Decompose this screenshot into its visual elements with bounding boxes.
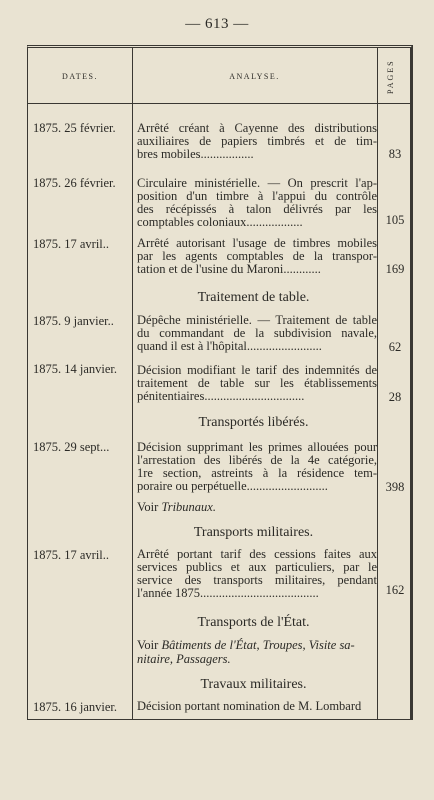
entry-date: 1875. 17 avril.. [33,237,110,251]
entry-line: Circulaire ministérielle. — On prescrit l'ap- [137,176,377,190]
entry-line: Décision modifiant le tarif des indemnités de [137,363,377,377]
page-reference: 169 [385,262,405,276]
see-also-reference: Bâtiments de l'État, Troupes, Visite sa- [161,638,355,652]
section-title: Transports de l'État. [197,615,310,630]
entry-line: Décision supprimant les primes allouées pour [137,440,377,454]
entry-line: pénitentiaires................................ [137,389,305,403]
entry-text [137,441,377,493]
see-also [137,638,377,666]
entry-line: Décision portant nomination de M. Lombard [137,699,362,713]
entry-line: Arrêté autorisant l'usage de timbres mobiles [137,236,377,250]
section-title: Transportés libérés. [198,415,309,430]
column-header-analyse: ANALYSE. [229,72,280,81]
entry-text [137,364,377,403]
header-rule [28,103,410,104]
entry-line: l'arrestation des libérés de la 4e catégorie, [137,453,377,467]
entry-line: l'année 1875...................................... [137,586,319,600]
entry-line: service des transports militaires, pendant [137,573,377,587]
entry-date: 1875. 17 avril.. [33,548,110,562]
see-also [137,500,377,514]
entry-date: 1875. 29 sept... [33,440,110,454]
section-title: Travaux militaires. [200,677,307,692]
see-also-prefix: Voir [137,638,159,652]
entry-line: des récépissés à talon délivrés par les [137,202,377,216]
section-title: Transports militaires. [193,525,314,540]
page-reference: 83 [388,147,402,161]
entry-text [137,177,377,229]
page-reference: 398 [385,480,405,494]
entry-date: 1875. 25 février. [33,121,116,135]
entry-text [137,122,377,161]
page-reference: 28 [388,390,402,404]
entry-line: auxiliaires de papiers timbrés et de tim- [137,134,377,148]
entry-line: quand il est à l'hôpital........................ [137,339,322,353]
entry-line: par les agents comptables de la transpor- [137,249,377,263]
entry-line: bres mobiles................. [137,147,254,161]
section-title: Traitement de table. [197,290,310,305]
entry-line: traitement de table sur les établissements [137,376,377,390]
entry-line: tation et de l'usine du Maroni............ [137,262,321,276]
entry-line: services publics et aux particuliers, par le [137,560,377,574]
entry-line: Arrêté créant à Cayenne des distributions [137,121,377,135]
entry-line: du commandant de la subdivision navale, [137,326,377,340]
entry-text [137,237,377,276]
see-also-prefix: Voir [137,500,159,514]
page-number: — 613 — [185,16,249,32]
entry-text [137,548,377,600]
entry-line: poraire ou perpétuelle.......................... [137,479,328,493]
page-reference: 162 [385,583,405,597]
entry-date: 1875. 16 janvier. [33,700,118,714]
entry-line: Arrêté portant tarif des cessions faites aux [137,547,377,561]
column-header-dates: DATES. [62,72,98,81]
see-also-reference: Tribunaux. [161,500,216,514]
entry-line: 1re section, astreints à la résidence tem- [137,466,377,480]
entry-line: comptables coloniaux.................. [137,215,303,229]
page-reference: 105 [385,213,405,227]
entry-line: position d'un timbre à l'appui du contrôle [137,189,377,203]
entry-line: Dépêche ministérielle. — Traitement de table [137,313,377,327]
entry-date: 1875. 26 février. [33,176,116,190]
entry-text [137,700,377,713]
entry-text [137,314,377,353]
page-reference: 62 [388,340,402,354]
see-also-reference-cont: nitaire, Passagers. [137,652,231,666]
entry-date: 1875. 9 janvier.. [33,314,114,328]
entry-date: 1875. 14 janvier. [33,362,118,376]
column-header-pages: PAGES [386,59,395,95]
